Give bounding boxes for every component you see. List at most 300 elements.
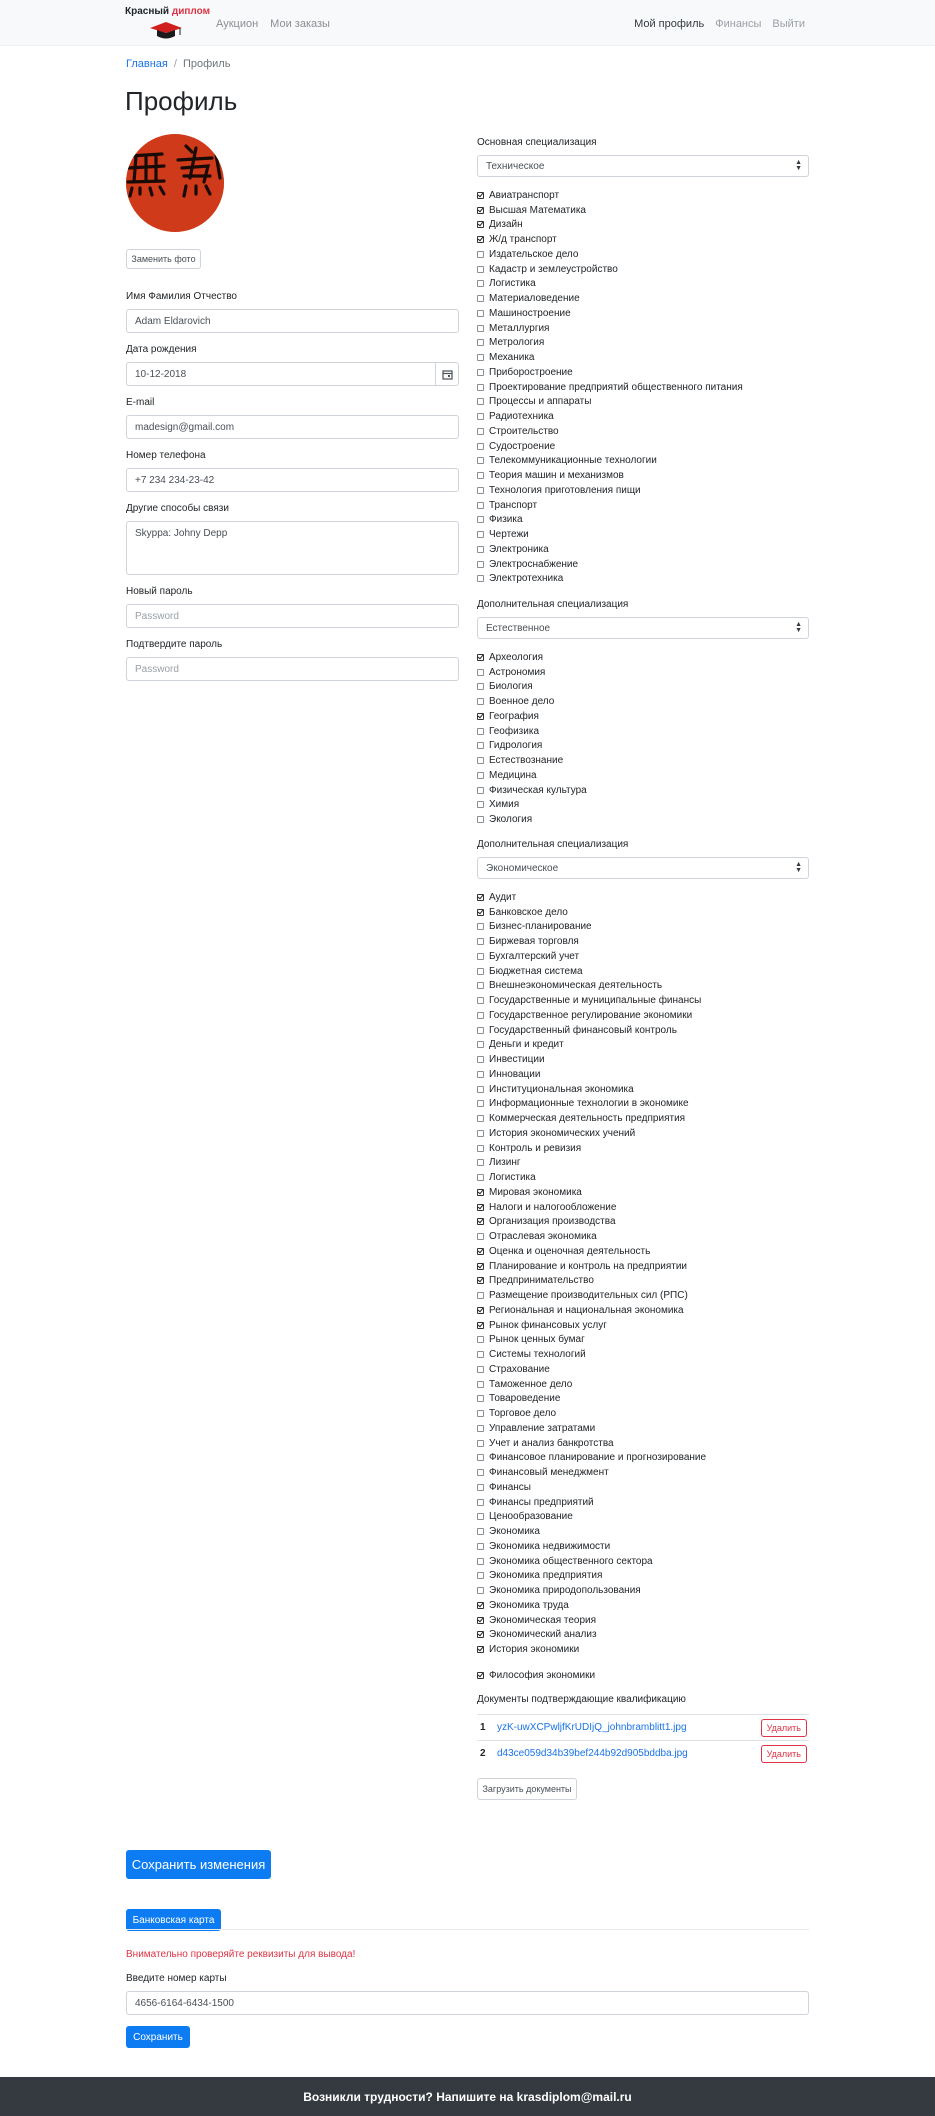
calendar-icon[interactable] <box>435 362 459 386</box>
checkbox-item[interactable] <box>477 979 809 994</box>
checkbox[interactable] <box>477 1572 484 1579</box>
checkbox-label: Приборостроение <box>489 366 573 378</box>
checkbox-item[interactable] <box>477 321 809 336</box>
checkbox[interactable] <box>477 713 484 720</box>
checkbox-item[interactable] <box>477 1215 809 1230</box>
checkbox-item[interactable] <box>477 277 809 292</box>
checkbox-item[interactable] <box>477 949 809 964</box>
checkbox[interactable] <box>477 1100 484 1107</box>
checkbox[interactable] <box>477 742 484 749</box>
checkbox-item[interactable] <box>477 1569 809 1584</box>
checkbox-item[interactable] <box>477 890 809 905</box>
checkbox[interactable] <box>477 192 484 199</box>
checkbox[interactable] <box>477 546 484 553</box>
checkbox-item[interactable] <box>477 1082 809 1097</box>
checkbox-label: Финансы предприятий <box>489 1496 594 1508</box>
checkbox-item[interactable] <box>477 812 809 827</box>
checkbox-label: Страхование <box>489 1363 550 1375</box>
checkbox[interactable] <box>477 1366 484 1373</box>
checkbox-item[interactable] <box>477 739 809 754</box>
user-nav <box>634 18 805 30</box>
checkbox-item[interactable] <box>477 336 809 351</box>
checkbox[interactable] <box>477 1351 484 1358</box>
checkbox-label: Логистика <box>489 278 536 290</box>
select-arrows-icon: ▲ ▼ <box>795 621 802 634</box>
checkbox[interactable] <box>477 531 484 538</box>
checkbox[interactable] <box>477 1395 484 1402</box>
checkbox-item[interactable] <box>477 247 809 262</box>
graduation-cap-icon <box>149 20 183 40</box>
checkbox-item[interactable] <box>477 934 809 949</box>
checkbox[interactable] <box>477 1513 484 1520</box>
name-input[interactable]: Adam Eldarovich <box>126 309 459 333</box>
main-specialization-list <box>477 188 809 586</box>
confirm-password-input[interactable]: Password <box>126 657 459 681</box>
main-specialization-label: Основная специализация <box>477 137 597 148</box>
checkbox-item[interactable] <box>477 468 809 483</box>
checkbox-item[interactable] <box>477 1628 809 1643</box>
checkbox-item[interactable] <box>477 964 809 979</box>
checkbox-item[interactable] <box>477 218 809 233</box>
checkbox[interactable] <box>477 1322 484 1329</box>
checkbox[interactable] <box>477 1484 484 1491</box>
checkbox-item[interactable] <box>477 753 809 768</box>
checkbox-item[interactable] <box>477 1008 809 1023</box>
checkbox[interactable] <box>477 339 484 346</box>
checkbox[interactable] <box>477 457 484 464</box>
birth-date-input[interactable]: 10-12-2018 <box>126 362 459 386</box>
checkbox-label: Бухгалтерский учет <box>489 950 580 962</box>
checkbox-item[interactable] <box>477 650 809 665</box>
checkbox[interactable] <box>477 575 484 582</box>
checkbox-item[interactable] <box>477 1668 809 1683</box>
main-nav <box>216 18 330 30</box>
checkbox[interactable] <box>477 1233 484 1240</box>
checkbox-item[interactable] <box>477 1111 809 1126</box>
checkbox-label: Ж/д транспорт <box>489 234 557 246</box>
checkbox-label: Бюджетная система <box>489 965 583 977</box>
checkbox-label: Судостроение <box>489 440 556 452</box>
document-link[interactable]: d43ce059d34b39bef244b92d905bddba.jpg <box>497 1748 688 1759</box>
checkbox-label: Химия <box>489 799 520 811</box>
checkbox-item[interactable] <box>477 1495 809 1510</box>
checkbox-label: Коммерческая деятельность предприятия <box>489 1113 686 1125</box>
checkbox-item[interactable] <box>477 1554 809 1569</box>
checkbox-item[interactable] <box>477 203 809 218</box>
checkbox[interactable] <box>477 938 484 945</box>
checkbox[interactable] <box>477 207 484 214</box>
checkbox-label: Кадастр и землеустройство <box>489 263 618 275</box>
save-changes-button[interactable]: Сохранить изменения <box>126 1850 271 1879</box>
checkbox[interactable] <box>477 502 484 509</box>
checkbox[interactable] <box>477 251 484 258</box>
checkbox[interactable] <box>477 1410 484 1417</box>
checkbox-item[interactable] <box>477 783 809 798</box>
document-number: 1 <box>480 1722 486 1733</box>
checkbox-item[interactable] <box>477 1642 809 1657</box>
checkbox-item[interactable] <box>477 1318 809 1333</box>
checkbox-label: Авиатранспорт <box>489 189 560 201</box>
checkbox-item[interactable] <box>477 724 809 739</box>
checkbox-item[interactable] <box>477 920 809 935</box>
delete-document-button[interactable]: Удалить <box>761 1745 807 1763</box>
checkbox[interactable] <box>477 801 484 808</box>
checkbox-label: Бизнес-планирование <box>489 921 592 933</box>
checkbox[interactable] <box>477 1469 484 1476</box>
checkbox-label: Издательское дело <box>489 248 579 260</box>
checkbox-item[interactable] <box>477 424 809 439</box>
nav-finance[interactable]: Финансы <box>715 18 762 30</box>
checkbox[interactable] <box>477 1086 484 1093</box>
checkbox[interactable] <box>477 398 484 405</box>
checkbox-label: Механика <box>489 352 535 364</box>
checkbox-item[interactable] <box>477 665 809 680</box>
checkbox-label: Теория машин и механизмов <box>489 470 624 482</box>
checkbox[interactable] <box>477 982 484 989</box>
navbar <box>0 0 935 46</box>
delete-document-button[interactable]: Удалить <box>761 1719 807 1737</box>
checkbox-label: Налоги и налогообложение <box>489 1201 617 1213</box>
breadcrumb-home[interactable]: Главная <box>126 58 168 70</box>
extra-specialization-1-list <box>477 650 809 827</box>
checkbox-label: История экономических учений <box>489 1127 636 1139</box>
checkbox[interactable] <box>477 266 484 273</box>
checkbox-label: Контроль и ревизия <box>489 1142 582 1154</box>
other-contacts-textarea[interactable]: Skyppa: Johny Depp <box>126 521 459 575</box>
checkbox[interactable] <box>477 1672 484 1679</box>
breadcrumb-separator: / <box>173 58 177 70</box>
checkbox[interactable] <box>477 1499 484 1506</box>
checkbox-item[interactable] <box>477 1362 809 1377</box>
checkbox[interactable] <box>477 654 484 661</box>
card-number-input[interactable]: 4656-6164-6434-1500 <box>126 1991 809 2015</box>
brand-part2: диплом <box>171 6 210 17</box>
checkbox[interactable] <box>477 997 484 1004</box>
checkbox[interactable] <box>477 413 484 420</box>
checkbox[interactable] <box>477 757 484 764</box>
checkbox[interactable] <box>477 1440 484 1447</box>
checkbox-label: Транспорт <box>489 499 538 511</box>
checkbox[interactable] <box>477 236 484 243</box>
checkbox[interactable] <box>477 1336 484 1343</box>
checkbox[interactable] <box>477 1027 484 1034</box>
checkbox[interactable] <box>477 1056 484 1063</box>
checkbox-label: Организация производства <box>489 1216 616 1228</box>
checkbox[interactable] <box>477 1263 484 1270</box>
checkbox[interactable] <box>477 384 484 391</box>
checkbox[interactable] <box>477 428 484 435</box>
nav-my-profile[interactable]: Мой профиль <box>634 18 705 30</box>
new-password-input[interactable]: Password <box>126 604 459 628</box>
checkbox[interactable] <box>477 561 484 568</box>
extra-specialization-2-last <box>477 1668 809 1683</box>
checkbox-item[interactable] <box>477 291 809 306</box>
checkbox-item[interactable] <box>477 395 809 410</box>
checkbox-item[interactable] <box>477 1259 809 1274</box>
checkbox[interactable] <box>477 728 484 735</box>
breadcrumb-current: Профиль <box>182 58 231 70</box>
checkbox-item[interactable] <box>477 1023 809 1038</box>
checkbox[interactable] <box>477 1543 484 1550</box>
checkbox-label: Гидрология <box>489 740 543 752</box>
checkbox[interactable] <box>477 1248 484 1255</box>
checkbox[interactable] <box>477 1218 484 1225</box>
checkbox[interactable] <box>477 1145 484 1152</box>
checkbox-item[interactable] <box>477 1156 809 1171</box>
checkbox-item[interactable] <box>477 409 809 424</box>
checkbox-label: Системы технологий <box>489 1349 586 1361</box>
checkbox[interactable] <box>477 953 484 960</box>
checkbox-item[interactable] <box>477 1052 809 1067</box>
checkbox-label: Государственное регулирование экономики <box>489 1009 693 1021</box>
checkbox[interactable] <box>477 443 484 450</box>
select-arrows-icon: ▲ ▼ <box>795 861 802 874</box>
checkbox-item[interactable] <box>477 1229 809 1244</box>
checkbox-item[interactable] <box>477 365 809 380</box>
checkbox-item[interactable] <box>477 572 809 587</box>
extra-specialization-2-value: Экономическое <box>486 863 559 874</box>
checkbox-item[interactable] <box>477 1583 809 1598</box>
checkbox[interactable] <box>477 1617 484 1624</box>
checkbox-item[interactable] <box>477 527 809 542</box>
checkbox[interactable] <box>477 1631 484 1638</box>
checkbox-item[interactable] <box>477 768 809 783</box>
extra-specialization-1-select[interactable] <box>477 617 809 639</box>
checkbox-item[interactable] <box>477 1524 809 1539</box>
checkbox-item[interactable] <box>477 232 809 247</box>
checkbox[interactable] <box>477 1071 484 1078</box>
checkbox[interactable] <box>477 1189 484 1196</box>
checkbox[interactable] <box>477 1425 484 1432</box>
brand-logo[interactable] <box>125 6 210 40</box>
checkbox-label: Естествознание <box>489 755 564 767</box>
checkbox[interactable] <box>477 310 484 317</box>
checkbox[interactable] <box>477 1602 484 1609</box>
checkbox-item[interactable] <box>477 680 809 695</box>
checkbox-label: Экономика общественного сектора <box>489 1555 653 1567</box>
checkbox-label: Электроснабжение <box>489 558 579 570</box>
checkbox[interactable] <box>477 1381 484 1388</box>
nav-my-orders[interactable]: Мои заказы <box>270 18 330 30</box>
checkbox-item[interactable] <box>477 1200 809 1215</box>
checkbox[interactable] <box>477 1115 484 1122</box>
checkbox-item[interactable] <box>477 1244 809 1259</box>
checkbox-item[interactable] <box>477 1288 809 1303</box>
checkbox-item[interactable] <box>477 1347 809 1362</box>
checkbox[interactable] <box>477 968 484 975</box>
checkbox[interactable] <box>477 669 484 676</box>
document-number: 2 <box>480 1748 486 1759</box>
checkbox-label: Биржевая торговля <box>489 936 579 948</box>
checkbox-item[interactable] <box>477 1377 809 1392</box>
checkbox-label: Государственный финансовый контроль <box>489 1024 677 1036</box>
checkbox[interactable] <box>477 1174 484 1181</box>
checkbox-label: Биология <box>489 681 533 693</box>
checkbox[interactable] <box>477 1307 484 1314</box>
checkbox[interactable] <box>477 787 484 794</box>
checkbox-item[interactable] <box>477 557 809 572</box>
email-label: E-mail <box>126 397 155 408</box>
checkbox-label: Оценка и оценочная деятельность <box>489 1245 651 1257</box>
checkbox[interactable] <box>477 816 484 823</box>
checkbox-item[interactable] <box>477 1185 809 1200</box>
checkbox-item[interactable] <box>477 380 809 395</box>
checkbox-item[interactable] <box>477 1465 809 1480</box>
checkbox-item[interactable] <box>477 1097 809 1112</box>
checkbox-item[interactable] <box>477 188 809 203</box>
checkbox-item[interactable] <box>477 1303 809 1318</box>
checkbox-label: Философия экономики <box>489 1669 596 1681</box>
checkbox-label: Физика <box>489 514 523 526</box>
checkbox-item[interactable] <box>477 1421 809 1436</box>
checkbox[interactable] <box>477 698 484 705</box>
checkbox-item[interactable] <box>477 454 809 469</box>
checkbox[interactable] <box>477 472 484 479</box>
checkbox-item[interactable] <box>477 1126 809 1141</box>
checkbox-item[interactable] <box>477 1141 809 1156</box>
calligraphy-image <box>126 134 224 232</box>
other-contacts-label: Другие способы связи <box>126 503 229 514</box>
checkbox-label: Проектирование предприятий общественного питания <box>489 381 743 393</box>
checkbox-label: Экономика труда <box>489 1599 569 1611</box>
checkbox-label: Электроника <box>489 543 549 555</box>
checkbox-label: Планирование и контроль на предприятии <box>489 1260 688 1272</box>
replace-photo-button[interactable]: Заменить фото <box>126 249 201 269</box>
checkbox[interactable] <box>477 1587 484 1594</box>
checkbox[interactable] <box>477 295 484 302</box>
footer-contact: Возникли трудности? Напишите на krasdiplom@mail.ru <box>303 2089 632 2104</box>
checkbox[interactable] <box>477 1204 484 1211</box>
upload-documents-button[interactable]: Загрузить документы <box>477 1778 577 1800</box>
email-input[interactable]: madesign@gmail.com <box>126 415 459 439</box>
checkbox[interactable] <box>477 683 484 690</box>
checkbox[interactable] <box>477 1012 484 1019</box>
checkbox-item[interactable] <box>477 993 809 1008</box>
checkbox-item[interactable] <box>477 1067 809 1082</box>
checkbox-item[interactable] <box>477 709 809 724</box>
checkbox[interactable] <box>477 325 484 332</box>
checkbox-item[interactable] <box>477 1451 809 1466</box>
checkbox-item[interactable] <box>477 905 809 920</box>
checkbox-item[interactable] <box>477 1333 809 1348</box>
checkbox[interactable] <box>477 1277 484 1284</box>
checkbox[interactable] <box>477 487 484 494</box>
checkbox[interactable] <box>477 923 484 930</box>
checkbox-item[interactable] <box>477 1392 809 1407</box>
checkbox-label: Высшая Математика <box>489 204 586 216</box>
checkbox-item[interactable] <box>477 798 809 813</box>
extra-specialization-1-value: Естественное <box>486 623 551 634</box>
checkbox-item[interactable] <box>477 498 809 513</box>
checkbox[interactable] <box>477 1454 484 1461</box>
checkbox-label: Учет и анализ банкротства <box>489 1437 614 1449</box>
checkbox-item[interactable] <box>477 1613 809 1628</box>
phone-input[interactable]: +7 234 234-23-42 <box>126 468 459 492</box>
checkbox[interactable] <box>477 1558 484 1565</box>
checkbox-label: Процессы и аппараты <box>489 396 592 408</box>
divider <box>126 1929 809 1930</box>
select-arrows-icon: ▲ ▼ <box>795 159 802 172</box>
birth-date-label: Дата рождения <box>126 344 197 355</box>
documents-table <box>477 1714 809 1766</box>
checkbox-item[interactable] <box>477 1436 809 1451</box>
checkbox-label: Экономический анализ <box>489 1629 597 1641</box>
checkbox-label: Технология приготовления пищи <box>489 484 641 496</box>
nav-auction[interactable]: Аукцион <box>216 18 259 30</box>
checkbox-label: Логистика <box>489 1172 536 1184</box>
checkbox-item[interactable] <box>477 306 809 321</box>
checkbox-item[interactable] <box>477 1539 809 1554</box>
checkbox-label: Инновации <box>489 1068 541 1080</box>
checkbox-label: Финансы <box>489 1481 531 1493</box>
checkbox[interactable] <box>477 1292 484 1299</box>
checkbox-item[interactable] <box>477 262 809 277</box>
checkbox[interactable] <box>477 1130 484 1137</box>
checkbox-label: Мировая экономика <box>489 1186 582 1198</box>
table-row <box>477 1714 809 1740</box>
checkbox-label: Экономическая теория <box>489 1614 597 1626</box>
checkbox[interactable] <box>477 772 484 779</box>
checkbox-item[interactable] <box>477 1274 809 1289</box>
checkbox-item[interactable] <box>477 350 809 365</box>
checkbox-label: Материаловедение <box>489 293 580 305</box>
checkbox[interactable] <box>477 894 484 901</box>
checkbox[interactable] <box>477 221 484 228</box>
checkbox[interactable] <box>477 280 484 287</box>
save-card-button[interactable]: Сохранить <box>126 2026 190 2048</box>
checkbox-item[interactable] <box>477 1510 809 1525</box>
extra-specialization-2-label: Дополнительная специализация <box>477 839 629 850</box>
checkbox[interactable] <box>477 909 484 916</box>
checkbox-item[interactable] <box>477 694 809 709</box>
checkbox[interactable] <box>477 1646 484 1653</box>
checkbox-label: Рынок ценных бумаг <box>489 1334 585 1346</box>
checkbox-label: Таможенное дело <box>489 1378 573 1390</box>
checkbox-item[interactable] <box>477 483 809 498</box>
checkbox-item[interactable] <box>477 1406 809 1421</box>
checkbox-label: Экология <box>489 814 533 826</box>
checkbox[interactable] <box>477 1528 484 1535</box>
checkbox-item[interactable] <box>477 542 809 557</box>
checkbox-label: Региональная и национальная экономика <box>489 1304 684 1316</box>
extra-specialization-2-select[interactable] <box>477 857 809 879</box>
checkbox-item[interactable] <box>477 1170 809 1185</box>
checkbox-label: Экономика природопользования <box>489 1585 641 1597</box>
checkbox-item[interactable] <box>477 1038 809 1053</box>
brand-part1: Красный <box>125 6 170 17</box>
extra-specialization-2-list[interactable] <box>477 890 809 1666</box>
checkbox-item[interactable] <box>477 1598 809 1613</box>
checkbox-label: Чертежи <box>489 529 529 541</box>
checkbox[interactable] <box>477 516 484 523</box>
checkbox[interactable] <box>477 354 484 361</box>
main-specialization-select[interactable] <box>477 155 809 177</box>
nav-logout[interactable]: Выйти <box>772 18 805 30</box>
checkbox-item[interactable] <box>477 1480 809 1495</box>
checkbox-label: Ценообразование <box>489 1511 573 1523</box>
checkbox-item[interactable] <box>477 513 809 528</box>
checkbox-item[interactable] <box>477 439 809 454</box>
checkbox[interactable] <box>477 1159 484 1166</box>
checkbox-label: Аудит <box>489 891 517 903</box>
checkbox[interactable] <box>477 1041 484 1048</box>
checkbox-label: Информационные технологии в экономике <box>489 1098 689 1110</box>
footer <box>0 2077 935 2116</box>
document-link[interactable]: yzK-uwXCPwljfKrUDIjQ_johnbramblitt1.jpg <box>497 1722 687 1733</box>
checkbox[interactable] <box>477 369 484 376</box>
extra-specialization-1-label: Дополнительная специализация <box>477 599 629 610</box>
bank-card-tab[interactable]: Банковская карта <box>126 1909 221 1931</box>
